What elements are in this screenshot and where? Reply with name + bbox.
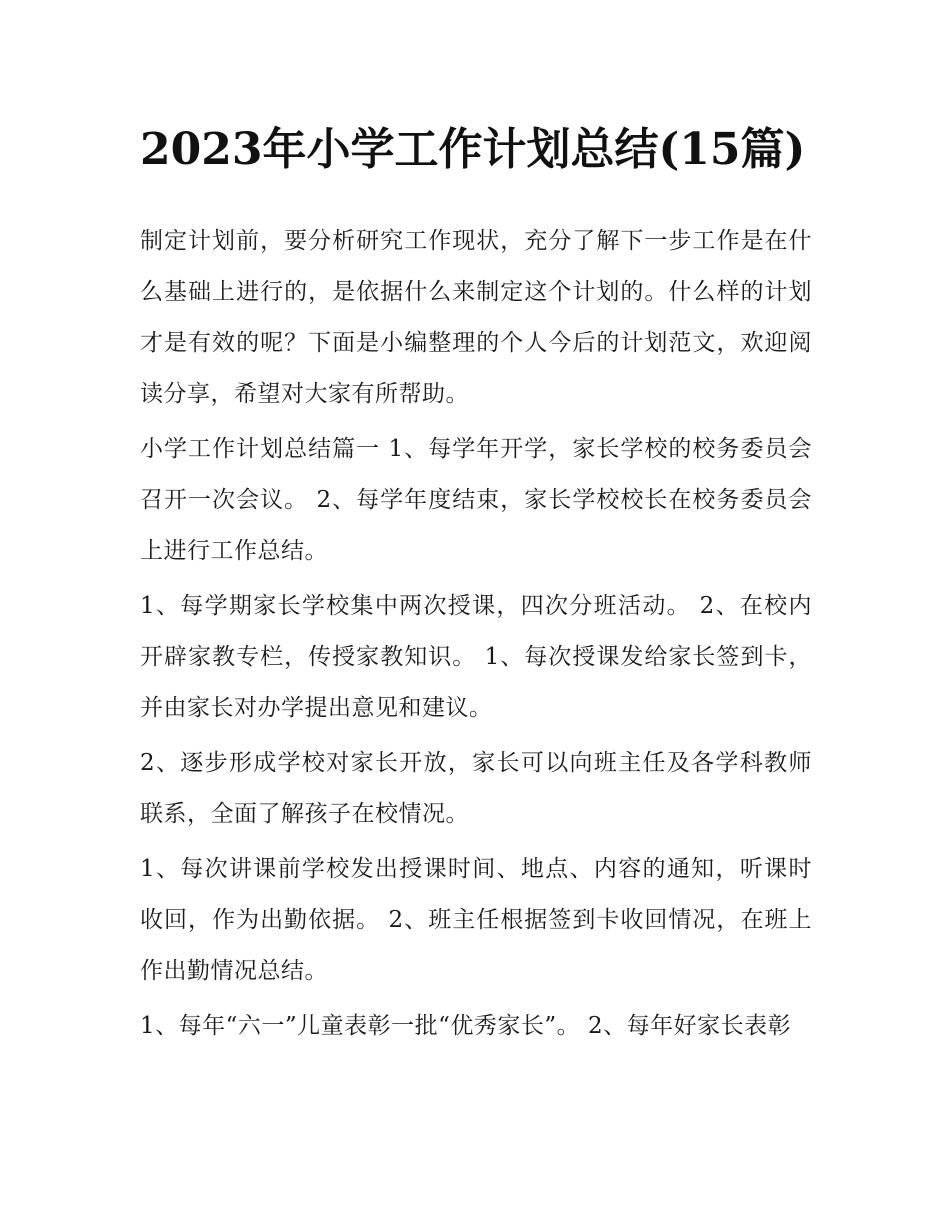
document-title: 2023年小学工作计划总结(15篇)	[140, 124, 806, 175]
paragraph-1: 小学工作计划总结篇一 1、每学年开学，家长学校的校务委员会召开一次会议。 2、每学年度结束，家长学校校长在校务委员会上进行工作总结。	[140, 436, 812, 564]
paragraph-4: 1、每次讲课前学校发出授课时间、地点、内容的通知，听课时收回，作为出勤依据。 2、班主任根据签到卡收回情况，在班上作出勤情况总结。	[140, 856, 812, 984]
paragraph-intro: 制定计划前，要分析研究工作现状，充分了解下一步工作是在什么基础上进行的，是依据什么来制定这个计划的。什么样的计划才是有效的呢？下面是小编整理的个人今后的计划范文，欢迎阅读分享，希望对大家有所帮助。	[140, 228, 812, 407]
paragraph-2: 1、每学期家长学校集中两次授课，四次分班活动。 2、在校内开辟家教专栏，传授家教知识。 1、每次授课发给家长签到卡，并由家长对办学提出意见和建议。	[140, 593, 812, 721]
document-body	[140, 112, 812, 1056]
paragraph-5: 1、每年“六一”儿童表彰一批“优秀家长”。 2、每年好家长表彰	[140, 1013, 792, 1039]
paragraph-3: 2、逐步形成学校对家长开放，家长可以向班主任及各学科教师联系，全面了解孩子在校情况。	[140, 750, 812, 827]
